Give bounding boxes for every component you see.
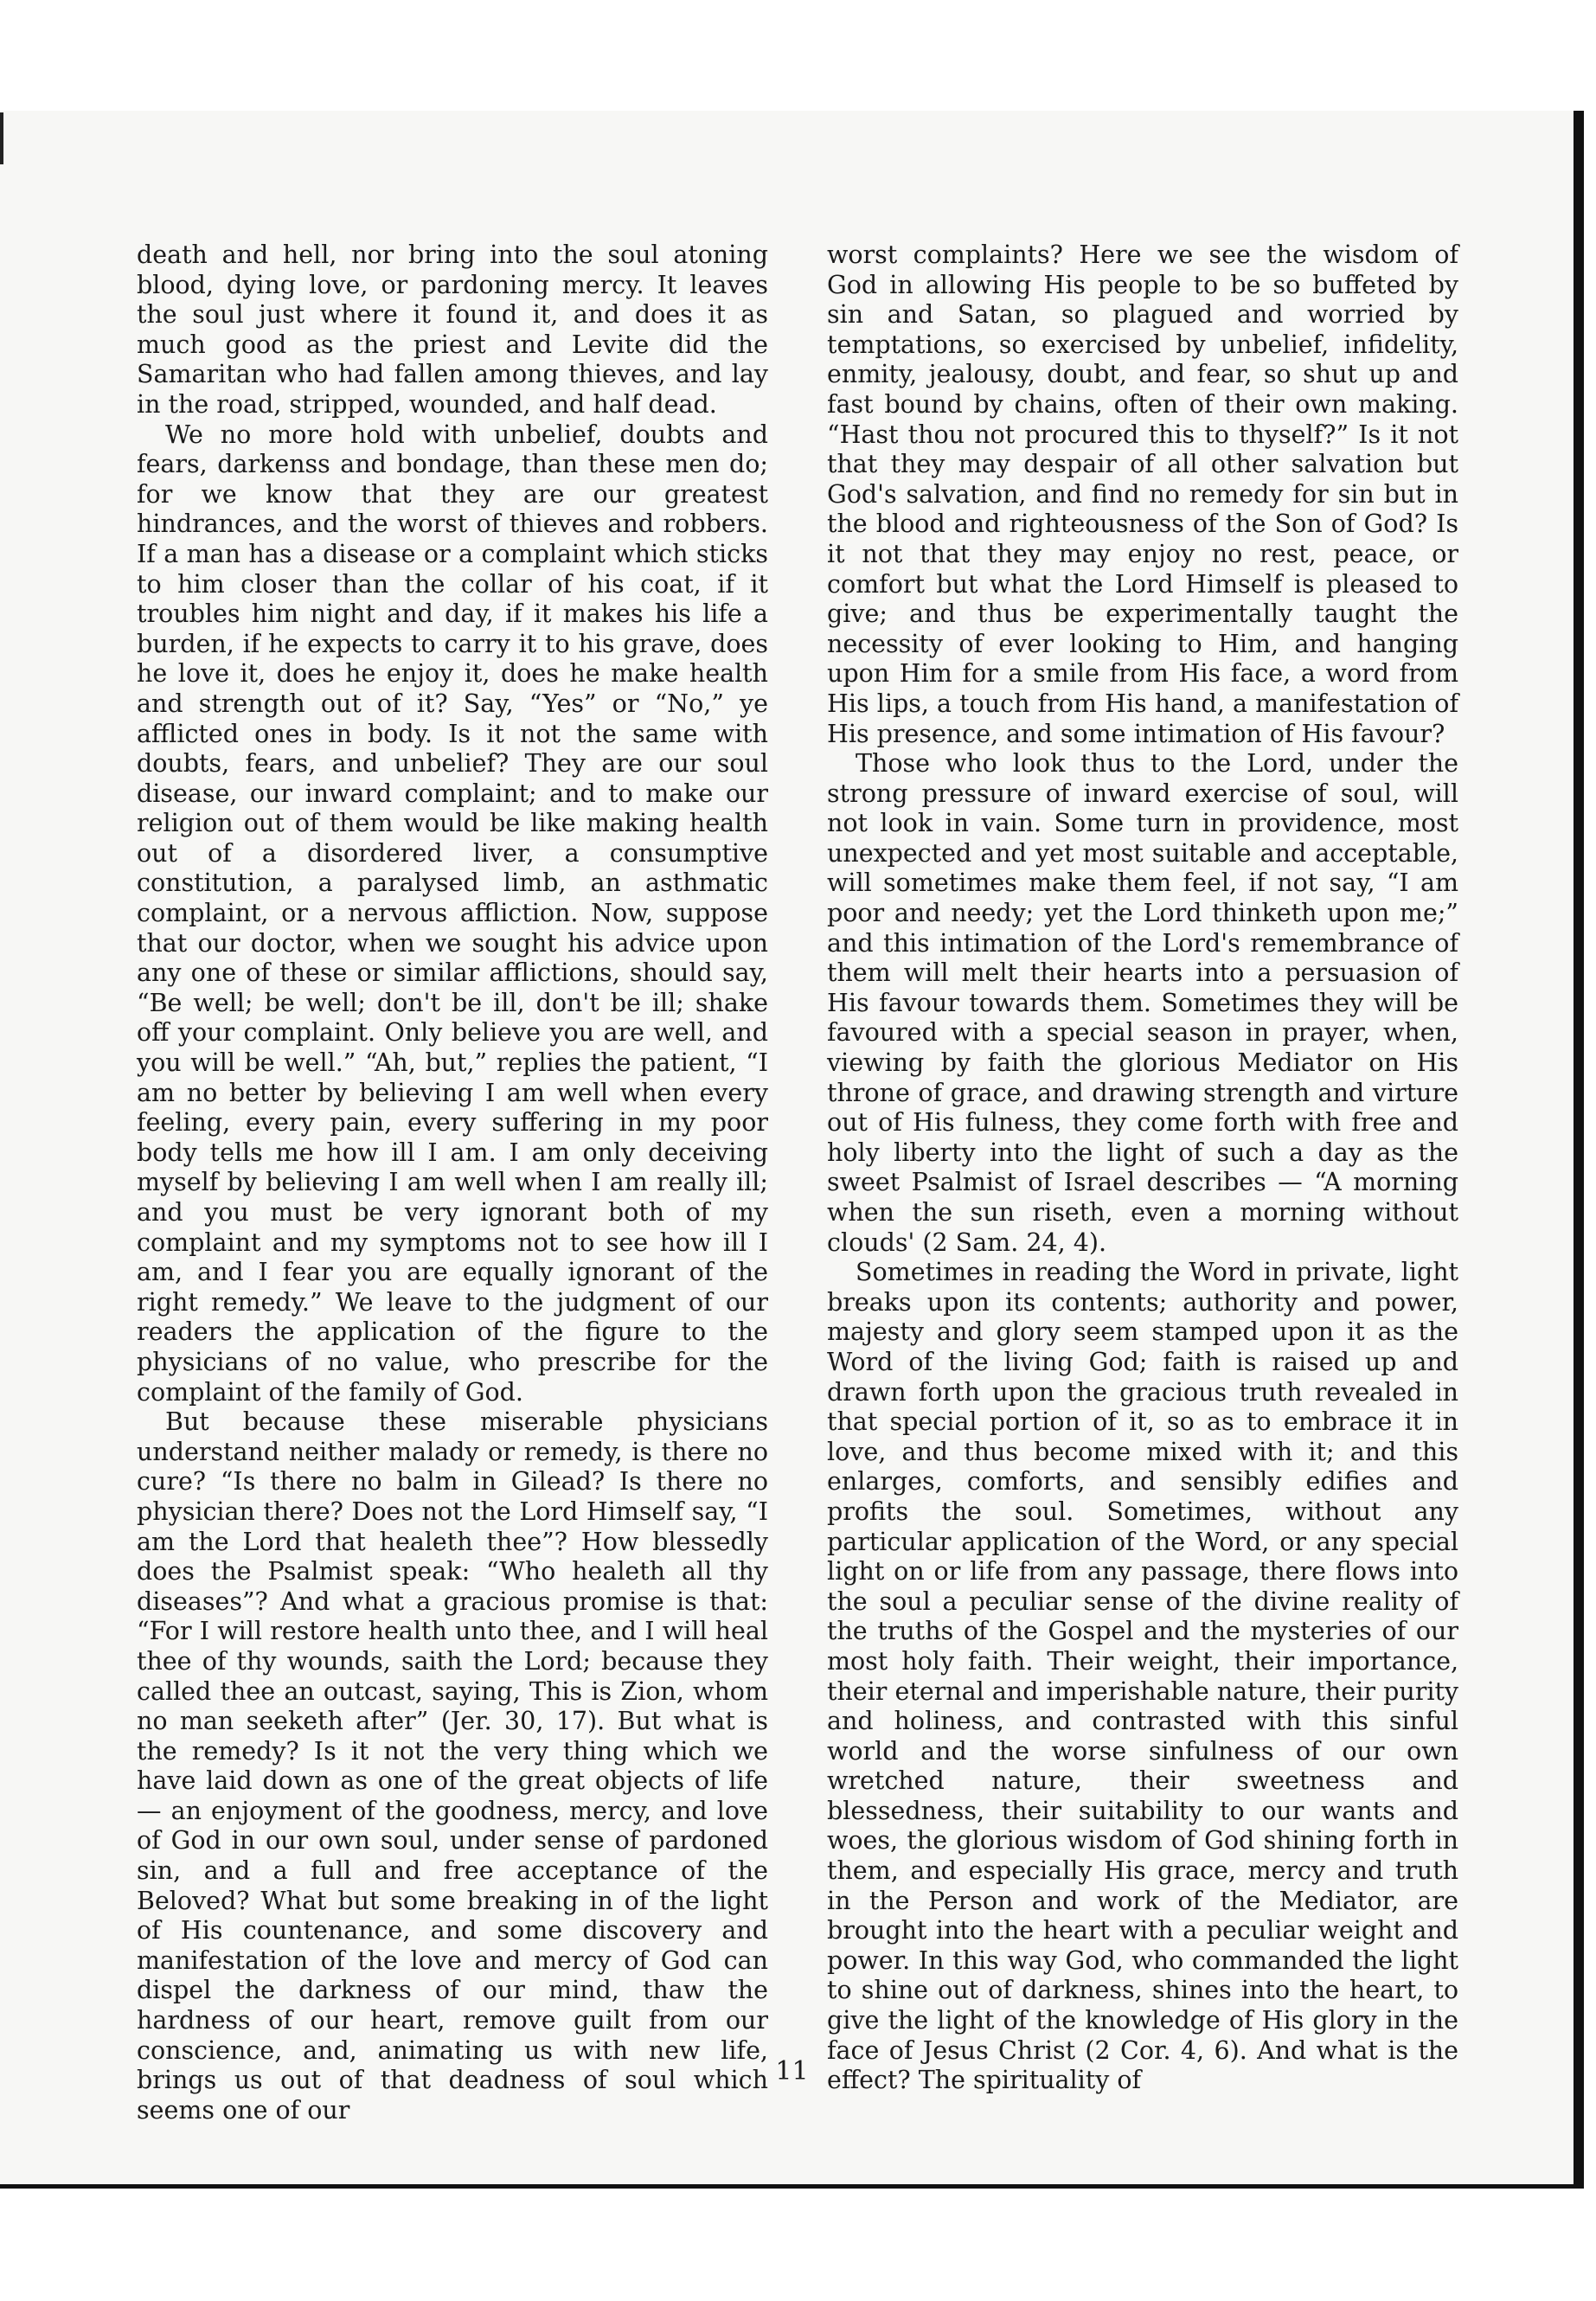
scan-edge-mark (0, 112, 3, 164)
right-paragraph-1: worst complaints? Here we see the wisdom of God in allowing His people to be so buffeted by sin and Satan, so plagued and worried by temptations, so exercised by unbelief, infidelity, enmity, jealousy, doubt, and fear, so shut up and fast bound by chains, often of their own making. “Hast thou not procured this to thyself?” Is it not that they may despair of all other salvation but God's salvation, and find no remedy for sin but in the blood and righteousness of the Son of God? Is it not that they may enjoy no rest, peace, or comfort but what the Lord Himself is pleased to give; and thus be experimentally taught the necessity of ever looking to Him, and hanging upon Him for a smile from His face, a word from His lips, a touch from His hand, a manifestation of His presence, and some intimation of His favour? (827, 240, 1458, 748)
right-column (827, 240, 1458, 2096)
left-paragraph-1: death and hell, nor bring into the soul atoning blood, dying love, or pardoning mercy. It leaves the soul just where it found it, and does it as much good as the priest and Levite did the Samaritan who had fallen among thieves, and lay in the road, stripped, wounded, and half dead. (137, 240, 768, 419)
right-paragraph-3: Sometimes in reading the Word in private, light breaks upon its contents; authority and power, majesty and glory seem stamped upon it as the Word of the living God; faith is raised up and drawn forth upon the gracious truth revealed in that special portion of it, so as to embrace it in love, and thus become mixed with it; and this enlarges, comforts, and sensibly edifies and profits the soul. Sometimes, without any particular application of the Word, or any special light on or life from any passage, there flows into the soul a peculiar sense of the divine reality of the truths of the Gospel and the mysteries of our most holy faith. Their weight, their importance, their eternal and imperishable nature, their purity and holiness, and contrasted with this sinful world and the worse sinfulness of our own wretched nature, their sweetness and blessedness, their suitability to our wants and woes, the glorious wisdom of God shining forth in them, and especially His grace, mercy and truth in the Person and work of the Mediator, are brought into the heart with a peculiar weight and power. In this way God, who commanded the light to shine out of darkness, shines into the heart, to give the light of the knowledge of His glory in the face of Jesus Christ (2 Cor. 4, 6). And what is the effect? The spirituality of (827, 1258, 1458, 2095)
right-paragraph-2: Those who look thus to the Lord, under the strong pressure of inward exercise of soul, will not look in vain. Some turn in providence, most unexpected and yet most suitable and acceptable, will sometimes make them feel, if not say, “I am poor and needy; yet the Lord thinketh upon me;” and this intimation of the Lord's remembrance of them will melt their hearts into a persuasion of His favour towards them. Sometimes they will be favoured with a special season in prayer, when, viewing by faith the glorious Mediator on His throne of grace, and drawing strength and virture out of His fulness, they come forth with free and holy liberty into the light of such a day as the sweet Psalmist of Israel describes — “A morning when the sun riseth, even a morning without clouds' (2 Sam. 24, 4). (827, 749, 1458, 1257)
left-paragraph-3: But because these miserable physicians understand neither malady or remedy, is there no cure? “Is there no balm in Gilead? Is there no physician there? Does not the Lord Himself say, “I am the Lord that healeth thee”? How blessedly does the Psalmist speak: “Who healeth all thy diseases”? And what a gracious promise is that: “For I will restore health unto thee, and I will heal thee of thy wounds, saith the Lord; because they called thee an outcast, saying, This is Zion, whom no man seeketh after” (Jer. 30, 17). But what is the remedy? Is it not the very thing which we have laid down as one of the great objects of life — an enjoyment of the goodness, mercy, and love of God in our own soul, under sense of pardoned sin, and a full and free acceptance of the Beloved? What but some breaking in of the light of His countenance, and some discovery and manifestation of the love and mercy of God can dispel the darkness of our mind, thaw the hardness of our heart, remove guilt from our conscience, and, animating us with new life, brings us out of that deadness of soul which seems one of our (137, 1407, 768, 2125)
left-column (137, 240, 768, 2125)
page-number: 11 (775, 2056, 809, 2086)
left-paragraph-2: We no more hold with unbelief, doubts and fears, darkenss and bondage, than these men do; for we know that they are our greatest hindrances, and the worst of thieves and robbers. If a man has a disease or a complaint which sticks to him closer than the collar of his coat, if it troubles him night and day, if it makes his life a burden, if he expects to carry it to his grave, does he love it, does he enjoy it, does he make health and strength out of it? Say, “Yes” or “No,” ye afflicted ones in body. Is it not the same with doubts, fears, and unbelief? They are our soul disease, our inward complaint; and to make our religion out of them would be like making health out of a disordered liver, a consumptive constitution, a paralysed limb, an asthmatic complaint, or a nervous affliction. Now, suppose that our doctor, when we sought his advice upon any one of these or similar afflictions, should say, “Be well; be well; don't be ill, don't be ill; shake off your complaint. Only believe you are well, and you will be well.” “Ah, but,” replies the patient, “I am no better by believing I am well when every feeling, every pain, every suffering in my poor body tells me how ill I am. I am only deceiving myself by believing I am well when I am really ill; and you must be very ignorant both of my complaint and my symptoms not to see how ill I am, and I fear you are equally ignorant of the right remedy.” We leave to the judgment of our readers the application of the figure to the physicians of no value, who prescribe for the complaint of the family of God. (137, 420, 768, 1407)
